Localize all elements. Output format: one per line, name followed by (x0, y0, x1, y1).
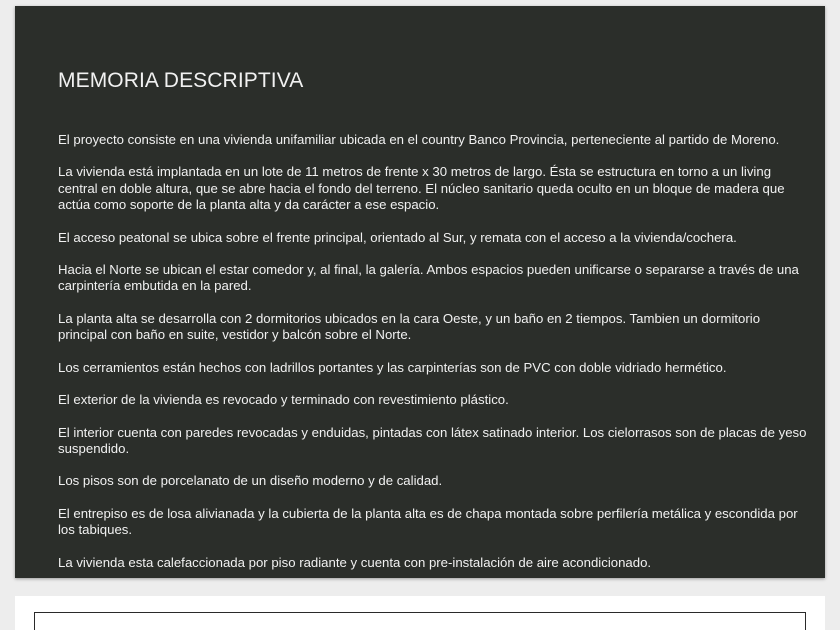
paragraph: La vivienda esta calefaccionada por piso radiante y cuenta con pre-instalación de aire acondicionado. (58, 554, 652, 570)
paragraph: La vivienda está implantada en un lote de 11 metros de frente x 30 metros de largo. Ésta se estructura en torno a un living central en doble altura, que se abre hacia el fondo del terreno. El núcleo sanitario queda oculto en un bloque de madera que actúa como soporte de la planta alta y da carácter a ese espacio. (58, 164, 785, 213)
document-title: MEMORIA DESCRIPTIVA (58, 69, 304, 92)
paragraph-list (58, 132, 810, 587)
paragraph: El entrepiso es de losa alivianada y la cubierta de la planta alta es de chapa montada sobre perfilería metálica y escondida por los tabiques. (58, 505, 798, 538)
paragraph: Los pisos son de porcelanato de un diseño moderno y de calidad. (58, 473, 443, 489)
next-section-frame (34, 612, 806, 630)
paragraph: Los cerramientos están hechos con ladrillos portantes y las carpinterías son de PVC con doble vidriado hermético. (58, 359, 727, 375)
next-section-panel (15, 596, 825, 630)
description-panel (15, 6, 825, 578)
paragraph: El proyecto consiste en una vivienda unifamiliar ubicada en el country Banco Provincia, perteneciente al partido de Moreno. (58, 132, 780, 147)
paragraph: El acceso peatonal se ubica sobre el frente principal, orientado al Sur, y remata con el acceso a la vivienda/cochera. (58, 229, 737, 245)
paragraph: Hacia el Norte se ubican el estar comedor y, al final, la galería. Ambos espacios pueden unificarse o separarse a través de una carpintería embutida en la pared. (58, 262, 799, 294)
paragraph: La planta alta se desarrolla con 2 dormitorios ubicados en la cara Oeste, y un baño en 2 tiempos. Tambien un dormitorio principal con baño en suite, vestidor y balcón sobre el Norte. (58, 310, 761, 343)
paragraph: El interior cuenta con paredes revocadas y enduidas, pintadas con látex satinado interior. Los cielorrasos son de placas de yeso suspendido. (58, 424, 807, 456)
paragraph: El exterior de la vivienda es revocado y terminado con revestimiento plástico. (58, 392, 509, 408)
